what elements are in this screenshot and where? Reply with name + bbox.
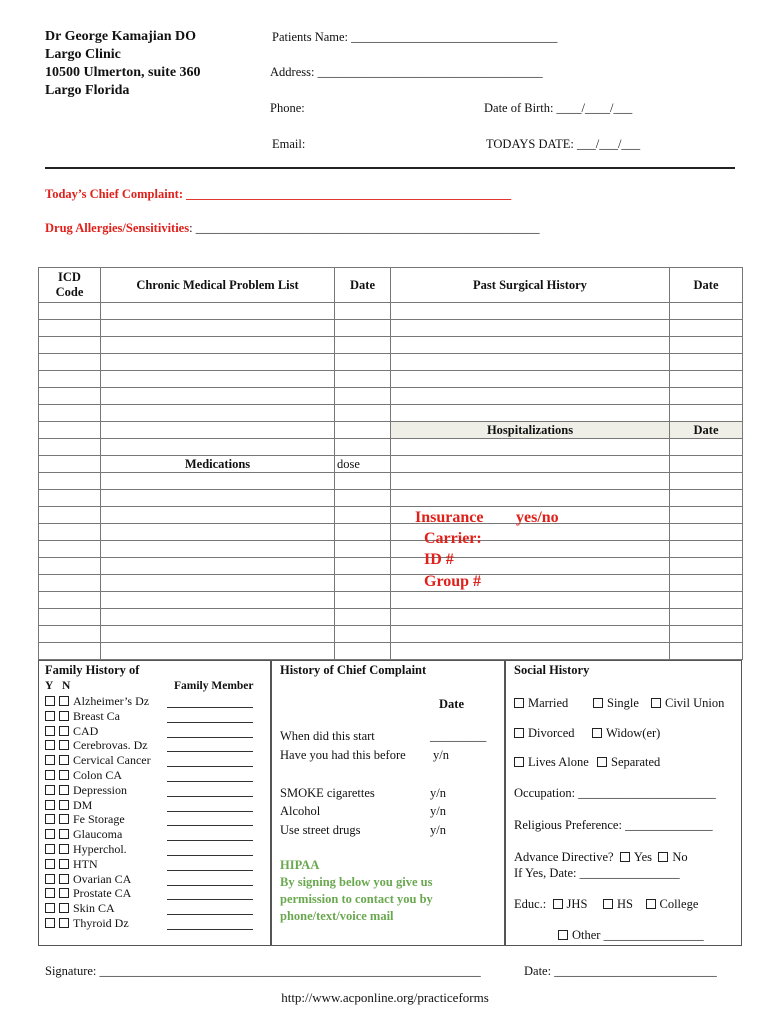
alcohol-label: Alcohol <box>280 804 321 818</box>
table-row[interactable] <box>39 592 743 609</box>
advance-directive: Advance Directive? Yes No <box>514 850 688 864</box>
street-drugs-yn[interactable]: y/n <box>430 823 446 837</box>
smoke-label: SMOKE cigarettes <box>280 786 375 800</box>
insurance-id[interactable]: ID # <box>424 551 454 568</box>
yes-checkbox-icon[interactable] <box>45 770 55 780</box>
married-checkbox-icon <box>514 698 524 708</box>
no-checkbox-icon[interactable] <box>59 740 69 750</box>
hipaa-line-2: permission to contact you by <box>280 892 433 906</box>
no-checkbox-icon[interactable] <box>59 888 69 898</box>
civil-union-option[interactable]: Civil Union <box>651 696 724 711</box>
yes-checkbox-icon[interactable] <box>45 785 55 795</box>
family-history-item <box>45 798 92 813</box>
family-history-label: Skin CA <box>73 901 115 916</box>
no-checkbox-icon[interactable] <box>59 711 69 721</box>
lives-alone-option[interactable]: Lives Alone <box>514 755 589 770</box>
education-field: Educ.: JHS HS College <box>514 897 699 911</box>
clinic-name: Largo Clinic <box>45 47 121 62</box>
surgical-date-header: Date <box>670 268 743 303</box>
table-row[interactable] <box>39 337 743 354</box>
table-row[interactable] <box>39 524 743 541</box>
when-start-field[interactable]: _________ <box>430 729 487 743</box>
drug-allergies-line: : _______________________________________________________ <box>189 221 540 235</box>
no-checkbox-icon[interactable] <box>59 859 69 869</box>
family-history-label: Cerebrovas. Dz <box>73 738 148 753</box>
occupation-field[interactable]: Occupation: ______________________ <box>514 786 716 800</box>
divorced-option[interactable]: Divorced <box>514 726 575 741</box>
separated-checkbox-icon <box>597 757 607 767</box>
doctor-name: Dr George Kamajian DO <box>45 29 196 44</box>
family-member-line[interactable] <box>167 929 253 930</box>
drug-allergies-field[interactable] <box>45 221 539 236</box>
table-row[interactable] <box>39 575 743 592</box>
family-history-label: DM <box>73 797 93 812</box>
family-member-line[interactable] <box>167 722 253 723</box>
college-checkbox-icon <box>646 899 656 909</box>
chronic-problem-header: Chronic Medical Problem List <box>101 268 335 303</box>
street-drugs-label: Use street drugs <box>280 823 361 837</box>
yes-checkbox-icon[interactable] <box>45 888 55 898</box>
phone-field[interactable]: Phone: <box>270 101 305 115</box>
family-history-item <box>45 842 127 857</box>
hospitalizations-header: Hospitalizations <box>391 422 670 439</box>
family-history-item <box>45 901 115 916</box>
hipaa-line-1: By signing below you give us <box>280 875 433 889</box>
insurance-carrier[interactable]: Carrier: <box>424 530 482 547</box>
family-history-label: Hyperchol. <box>73 842 127 856</box>
yes-checkbox-icon[interactable] <box>45 755 55 765</box>
yes-checkbox-icon[interactable] <box>45 800 55 810</box>
table-row[interactable] <box>39 507 743 524</box>
no-checkbox-icon[interactable] <box>59 696 69 706</box>
medical-history-table <box>38 267 743 660</box>
family-member-line[interactable] <box>167 855 253 856</box>
address-field[interactable]: Address: ____________________________________ <box>270 65 543 79</box>
no-checkbox-icon[interactable] <box>59 800 69 810</box>
family-history-label: Prostate CA <box>73 886 132 901</box>
family-history-label: Colon CA <box>73 768 123 782</box>
table-row[interactable] <box>39 626 743 643</box>
family-history-label: Glaucoma <box>73 827 123 842</box>
yes-checkbox-icon[interactable] <box>45 726 55 736</box>
table-row[interactable] <box>39 490 743 507</box>
advance-yes-checkbox-icon <box>620 852 630 862</box>
signature-date-field[interactable]: Date: __________________________ <box>524 964 717 978</box>
hipaa-line-3: phone/text/voice mail <box>280 909 394 923</box>
no-checkbox-icon[interactable] <box>59 785 69 795</box>
table-row[interactable] <box>39 439 743 456</box>
dob-field[interactable]: Date of Birth: ____/____/___ <box>484 101 633 115</box>
family-history-item <box>45 724 98 739</box>
yes-checkbox-icon[interactable] <box>45 696 55 706</box>
table-row[interactable] <box>39 541 743 558</box>
family-member-header: Family Member <box>174 680 254 692</box>
family-history-label: CAD <box>73 723 99 738</box>
family-member-line[interactable] <box>167 737 253 738</box>
yes-checkbox-icon[interactable] <box>45 711 55 721</box>
family-history-item <box>45 783 127 798</box>
icd-code-header: ICD Code <box>39 268 101 303</box>
no-checkbox-icon[interactable] <box>59 726 69 736</box>
chief-complaint-history-box <box>271 660 505 946</box>
clinic-street: 10500 Ulmerton, suite 360 <box>45 65 201 80</box>
separated-option[interactable]: Separated <box>597 755 660 770</box>
family-history-box <box>38 660 271 946</box>
medications-header-row <box>39 456 743 473</box>
family-history-label: Fe Storage <box>73 812 125 827</box>
when-start-label: When did this start <box>280 729 375 743</box>
yes-checkbox-icon[interactable] <box>45 903 55 913</box>
date-header: Date <box>335 268 391 303</box>
chief-history-date-header: Date <box>439 697 464 711</box>
table-header-row <box>39 268 743 303</box>
jhs-checkbox-icon <box>553 899 563 909</box>
jhs-option[interactable]: JHS <box>553 897 588 911</box>
surgical-history-header: Past Surgical History <box>391 268 670 303</box>
no-checkbox-icon[interactable] <box>59 770 69 780</box>
social-history-box <box>505 660 742 946</box>
family-history-item <box>45 753 151 768</box>
family-member-line[interactable] <box>167 914 253 915</box>
email-field[interactable]: Email: <box>272 137 306 151</box>
table-row[interactable] <box>39 609 743 626</box>
no-checkbox-icon[interactable] <box>59 903 69 913</box>
hs-checkbox-icon <box>603 899 613 909</box>
family-member-line[interactable] <box>167 899 253 900</box>
yes-checkbox-icon[interactable] <box>45 814 55 824</box>
family-history-item <box>45 694 149 709</box>
chief-history-title: History of Chief Complaint <box>280 663 427 677</box>
hospitalizations-header-row <box>39 422 743 439</box>
advance-yes-option[interactable]: Yes <box>620 850 652 864</box>
table-row[interactable] <box>39 371 743 388</box>
family-history-label: HTN <box>73 856 98 871</box>
family-member-line[interactable] <box>167 796 253 797</box>
yes-checkbox-icon[interactable] <box>45 740 55 750</box>
widow-option[interactable]: Widow(er) <box>592 726 660 741</box>
family-history-label: Depression <box>73 782 127 797</box>
family-history-label: Alzheimer’s Dz <box>73 694 150 708</box>
widow-checkbox-icon <box>592 728 602 738</box>
other-checkbox-icon <box>558 930 568 940</box>
social-history-title: Social History <box>514 663 590 677</box>
family-member-line[interactable] <box>167 707 253 708</box>
insurance-group[interactable]: Group # <box>424 573 482 590</box>
smoke-yn[interactable]: y/n <box>430 786 446 800</box>
table-row[interactable] <box>39 643 743 660</box>
family-history-item <box>45 916 129 931</box>
yes-checkbox-icon[interactable] <box>45 859 55 869</box>
family-member-line[interactable] <box>167 766 253 767</box>
family-history-label: Thyroid Dz <box>73 916 129 930</box>
family-member-line[interactable] <box>167 840 253 841</box>
advance-no-checkbox-icon <box>658 852 668 862</box>
no-checkbox-icon[interactable] <box>59 755 69 765</box>
signature-field[interactable]: Signature: _____________________________________________________________ <box>45 964 481 978</box>
religious-preference-field[interactable]: Religious Preference: ______________ <box>514 818 713 832</box>
hs-option[interactable]: HS <box>603 897 633 911</box>
family-history-label: Ovarian CA <box>73 871 132 886</box>
clinic-header <box>45 28 201 100</box>
married-option[interactable]: Married <box>514 696 568 711</box>
single-option[interactable]: Single <box>593 696 639 711</box>
family-history-item <box>45 872 131 887</box>
family-history-label: Cervical Cancer <box>73 753 151 768</box>
lives-alone-checkbox-icon <box>514 757 524 767</box>
table-row[interactable] <box>39 303 743 320</box>
clinic-city: Largo Florida <box>45 83 130 98</box>
insurance-label: Insurance <box>415 509 484 526</box>
table-row[interactable] <box>39 405 743 422</box>
chief-complaint-field[interactable]: Today’s Chief Complaint: ____________________________________________________ <box>45 187 512 201</box>
insurance-yes-no[interactable]: yes/no <box>516 509 559 526</box>
yes-checkbox-icon[interactable] <box>45 874 55 884</box>
dose-header: dose <box>335 456 391 473</box>
family-member-line[interactable] <box>167 781 253 782</box>
family-history-yn: Y N <box>45 680 71 692</box>
yes-checkbox-icon[interactable] <box>45 829 55 839</box>
family-member-line[interactable] <box>167 825 253 826</box>
footer-url[interactable]: http://www.acponline.org/practiceforms <box>281 990 489 1005</box>
family-member-line[interactable] <box>167 870 253 871</box>
divorced-checkbox-icon <box>514 728 524 738</box>
family-member-line[interactable] <box>167 885 253 886</box>
family-history-item <box>45 857 98 872</box>
todays-date-field[interactable]: TODAYS DATE: ___/___/___ <box>486 137 641 151</box>
family-history-item <box>45 886 131 901</box>
family-history-title: Family History of <box>45 663 140 677</box>
college-option[interactable]: College <box>646 897 699 911</box>
no-checkbox-icon[interactable] <box>59 874 69 884</box>
had-before-yn[interactable]: y/n <box>433 748 449 762</box>
family-history-item <box>45 827 122 842</box>
hipaa-title: HIPAA <box>280 858 320 872</box>
family-history-label: Breast Ca <box>73 708 120 723</box>
table-row[interactable] <box>39 354 743 371</box>
advance-date-field[interactable]: If Yes, Date: ________________ <box>514 866 680 880</box>
family-history-item <box>45 738 148 753</box>
medications-header: Medications <box>101 456 335 473</box>
no-checkbox-icon[interactable] <box>59 918 69 928</box>
table-row[interactable] <box>39 320 743 337</box>
header-divider <box>45 167 735 169</box>
hospitalizations-date-header: Date <box>670 422 743 439</box>
family-history-item <box>45 768 122 783</box>
no-checkbox-icon[interactable] <box>59 814 69 824</box>
no-checkbox-icon[interactable] <box>59 844 69 854</box>
had-before-label: Have you had this before <box>280 748 406 762</box>
alcohol-yn[interactable]: y/n <box>430 804 446 818</box>
patient-name-field[interactable]: Patients Name: _________________________________ <box>272 30 558 44</box>
civil-union-checkbox-icon <box>651 698 661 708</box>
table-row[interactable] <box>39 473 743 490</box>
advance-no-option[interactable]: No <box>658 850 687 864</box>
drug-allergies-label: Drug Allergies/Sensitivities <box>45 221 190 235</box>
yes-checkbox-icon[interactable] <box>45 918 55 928</box>
no-checkbox-icon[interactable] <box>59 829 69 839</box>
family-member-line[interactable] <box>167 811 253 812</box>
other-education-option[interactable]: Other ________________ <box>558 928 704 943</box>
yes-checkbox-icon[interactable] <box>45 844 55 854</box>
family-history-item <box>45 709 120 724</box>
table-row[interactable] <box>39 558 743 575</box>
family-history-item <box>45 812 125 827</box>
table-row[interactable] <box>39 388 743 405</box>
family-member-line[interactable] <box>167 751 253 752</box>
single-checkbox-icon <box>593 698 603 708</box>
